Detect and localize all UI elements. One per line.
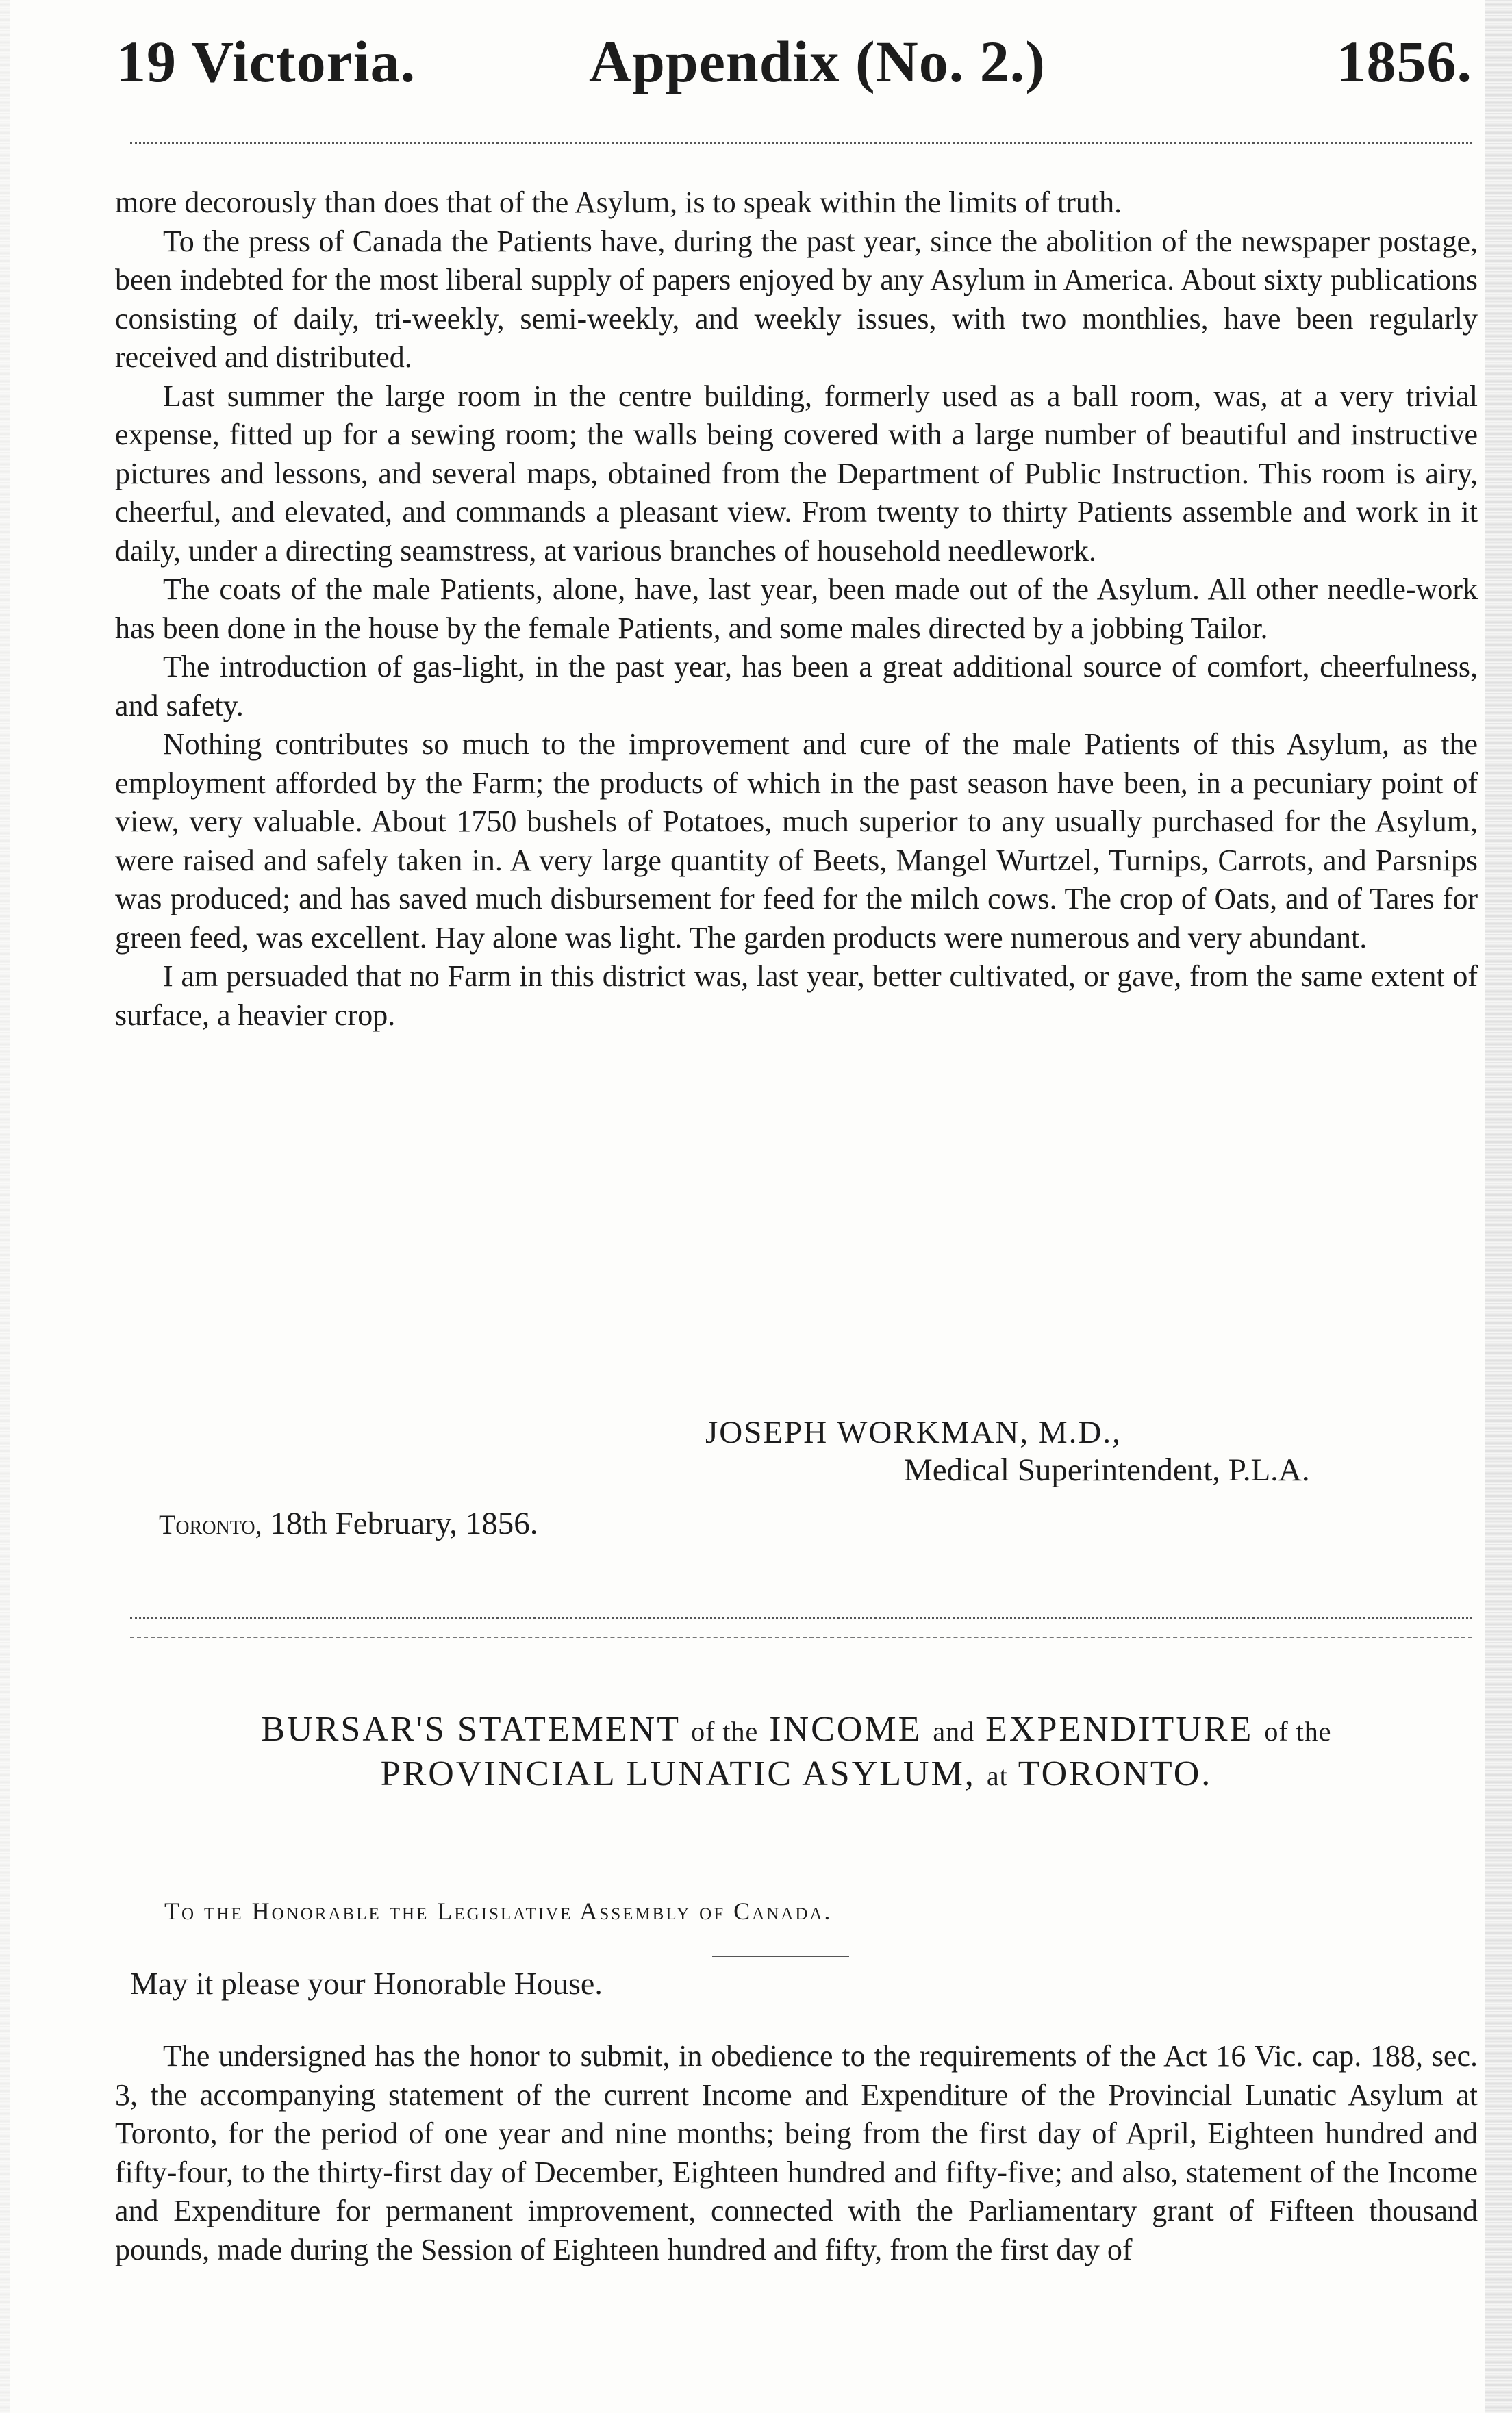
salutation: May it please your Honorable House.	[130, 1966, 603, 2001]
statement-body	[115, 2037, 1478, 2269]
report-body	[115, 184, 1478, 1035]
header-year: 1856.	[1336, 29, 1472, 94]
statement-title-line-2	[115, 1753, 1478, 1797]
address-line: To the Honorable the Legislative Assembly of Canada.	[164, 1897, 833, 1925]
title-part: INCOME	[769, 1710, 922, 1749]
scan-edge-right	[1485, 0, 1512, 2413]
title-connector: at	[986, 1760, 1008, 1791]
statement-paragraph: The undersigned has the honor to submit, in obedience to the requirements of the Act 16 Vic. cap. 188, sec. 3, the accompanying statement of the current Income and Expenditure of the Provincial Lunatic Asylum at Toronto, for the period of one year and nine months; being from the first day of April, Eighteen hundred and fifty-four, to the thirty-first day of December, Eighteen hundred and fifty-five; and also, statement of the Income and Expenditure for permanent improvement, connected with the Parliamentary grant of Fifteen thousand pounds, made during the Session of Eighteen hundred and fifty, from the first day of	[115, 2039, 1478, 2266]
report-paragraph: more decorously than does that of the Asylum, is to speak within the limits of truth.	[115, 186, 1122, 219]
report-paragraph: Nothing contributes so much to the improvement and cure of the male Patients of this Asylum, as the employment afforded by the Farm; the products of which in the past season have been, in a pecuniary point of view, very valuable. About 1750 bushels of Potatoes, much superior to any usually purchased for the Asylum, were raised and safely taken in. A very large quantity of Beets, Mangel Wurtzel, Turnips, Carrots, and Parsnips was produced; and has saved much disbursement for feed for the milch cows. The crop of Oats, and of Tares for green feed, was excellent. Hay alone was light. The garden products were numerous and very abundant.	[115, 727, 1478, 955]
title-connector: of the	[1264, 1716, 1332, 1747]
report-paragraph: The introduction of gas-light, in the past year, has been a great additional source of comfort, cheerfulness, and safety.	[115, 650, 1478, 722]
signature-name: JOSEPH WORKMAN, M.D.,	[705, 1415, 1122, 1450]
date-place: Toronto,	[159, 1509, 262, 1540]
running-header	[116, 27, 1472, 110]
header-volume: 19 Victoria.	[116, 29, 416, 94]
section-rule	[130, 1617, 1472, 1619]
signature-title: Medical Superintendent, P.L.A.	[904, 1452, 1310, 1488]
report-paragraph: To the press of Canada the Patients have, during the past year, since the abolition of the newspaper postage, been indebted for the most liberal supply of papers enjoyed by any Asylum in America. About sixty publications consisting of daily, tri-weekly, semi-weekly, and weekly issues, with two monthlies, have been regularly received and distributed.	[115, 224, 1478, 374]
statement-title	[115, 1708, 1478, 1797]
report-paragraph: The coats of the male Patients, alone, have, last year, been made out of the Asylum. All other needle-work has been done in the house by the female Patients, and some males directed by a jobbing Tailor.	[115, 572, 1478, 645]
title-part: BURSAR'S STATEMENT	[261, 1710, 681, 1749]
report-paragraph: I am persuaded that no Farm in this district was, last year, better cultivated, or gave, from the same extent of surface, a heavier crop.	[115, 959, 1478, 1032]
title-underline	[712, 1956, 849, 1957]
title-part: PROVINCIAL LUNATIC ASYLUM,	[380, 1754, 976, 1793]
section-rule-secondary	[130, 1637, 1472, 1638]
header-appendix: Appendix (No. 2.)	[589, 29, 1046, 94]
date: 18th February, 1856.	[270, 1506, 538, 1541]
title-connector: and	[933, 1716, 975, 1747]
report-paragraph: Last summer the large room in the centre building, formerly used as a ball room, was, at a very trivial expense, fitted up for a sewing room; the walls being covered with a large number of beautiful and instructive pictures and lessons, and several maps, obtained from the Department of Public Instruction. This room is airy, cheerful, and elevated, and commands a pleasant view. From twenty to thirty Patients assemble and work in it daily, under a directing seamstress, at various branches of household needlework.	[115, 379, 1478, 568]
title-part: TORONTO.	[1018, 1754, 1213, 1793]
statement-title-line-1	[115, 1708, 1478, 1753]
scan-edge-left	[0, 0, 10, 2413]
dateline	[159, 1505, 538, 1542]
header-rule	[130, 142, 1472, 144]
title-connector: of the	[691, 1716, 759, 1747]
title-part: EXPENDITURE	[985, 1710, 1254, 1749]
